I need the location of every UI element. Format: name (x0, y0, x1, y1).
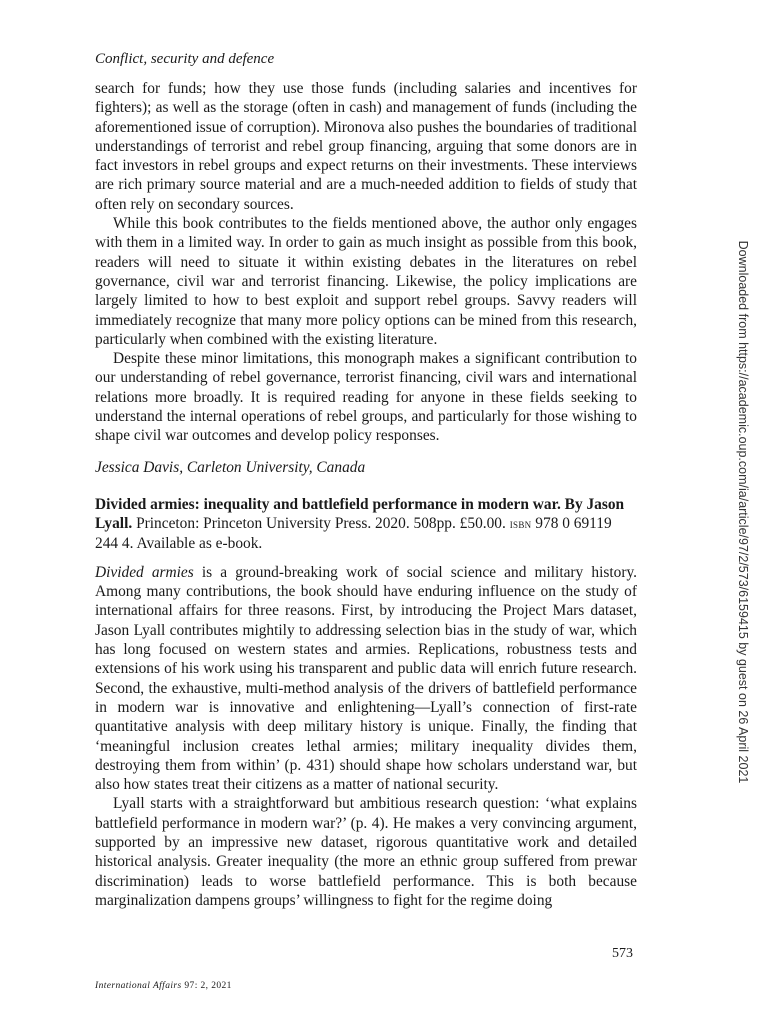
review2-isbn-details: 978 0 69119 244 4. Available as e-book. (95, 515, 612, 552)
review2-paragraph-1-text: is a ground-breaking work of social science and military history. Among many contributions, the book should have enduring influence on the study of international affairs for three reasons. First, by introducing the Project Mars dataset, Jason Lyall contributes mightily to addressing selection bias in the study of war, which has long focused on western states and armies. Replications, robustness tests and extensions of his work using his transparent and public data will enrich future research. Second, the exhaustive, multi-method analysis of the drivers of battlefield performance in modern war is innovative and enlightening—Lyall’s connection of first-rate quantitative analysis with deep military history is unique. Finally, the finding that ‘meaningful inclusion creates lethal armies; military inequality divides them, destroying them from within’ (p. 431) should shape how scholars understand war, but also how states treat their citizens as a matter of national security. (95, 563, 637, 794)
review2-paragraph-2: Lyall starts with a straightforward but ambitious research question: ‘what explains battlefield performance in modern war?’ (p. 4). He makes a very convincing argument, supported by an impressive new dataset, rigorous quantitative work and detailed historical analysis. Greater inequality (the more an ethnic group suffered from prewar discrimination) leads to worse battlefield performance. This is both because marginalization dampens groups’ willingness to fight for the regime doing (95, 795, 637, 909)
footer-journal-name: International Affairs (95, 981, 182, 991)
review1-paragraph-3: Despite these minor limitations, this monograph makes a significant contribution to our understanding of rebel governance, terrorist financing, civil wars and international relations more broadly. It is required reading for anyone in these fields seeking to understand the internal operations of rebel groups, and particularly for those wishing to shape civil war outcomes and develop policy responses. (95, 350, 637, 445)
footer-issue: 97: 2, 2021 (184, 981, 232, 991)
review2-isbn-label: isbn (509, 516, 532, 532)
page-number: 573 (612, 946, 633, 961)
review2-inline-book-title: Divided armies (95, 563, 194, 581)
journal-footer (95, 981, 232, 991)
review1-paragraph-1: search for funds; how they use those funds (including salaries and incentives for fighters); as well as the storage (often in cash) and management of funds (including the aforementioned issue of corruption). Mironova also pushes the boundaries of traditional understandings of terrorist and rebel group financing, arguing that some donors are in fact investors in rebel groups and expect returns on their investments. These interviews are rich primary source material and are a much-needed addition to fields of study that often rely on secondary sources. (95, 80, 637, 213)
review2-paragraph-1 (95, 563, 637, 795)
review2-publisher-details: Princeton: Princeton University Press. 2020. 508pp. £50.00. (136, 515, 506, 533)
review1-paragraph-2: While this book contributes to the fields mentioned above, the author only engages with them in a limited way. In order to gain as much insight as possible from this book, readers will need to situate it within existing debates in the literatures on rebel governance, civil war and terrorist financing. Likewise, the policy implications are largely limited to how to best exploit and support rebel groups. Savvy readers will immediately recognize that many more policy options can be mined from this research, particularly when combined with the existing literature. (95, 215, 637, 348)
main-text-column (95, 79, 637, 910)
download-stamp: Downloaded from https://academic.oup.com/ia/article/97/2/573/6159415 by guest on 26 April 2021 (736, 240, 750, 784)
review1-byline: Jessica Davis, Carleton University, Canada (95, 458, 366, 476)
review2-heading (95, 495, 637, 553)
review2-book-title: Divided armies: inequality and battlefield performance in modern war. By Jason Lyall. (95, 495, 625, 533)
running-head: Conflict, security and defence (95, 51, 275, 67)
